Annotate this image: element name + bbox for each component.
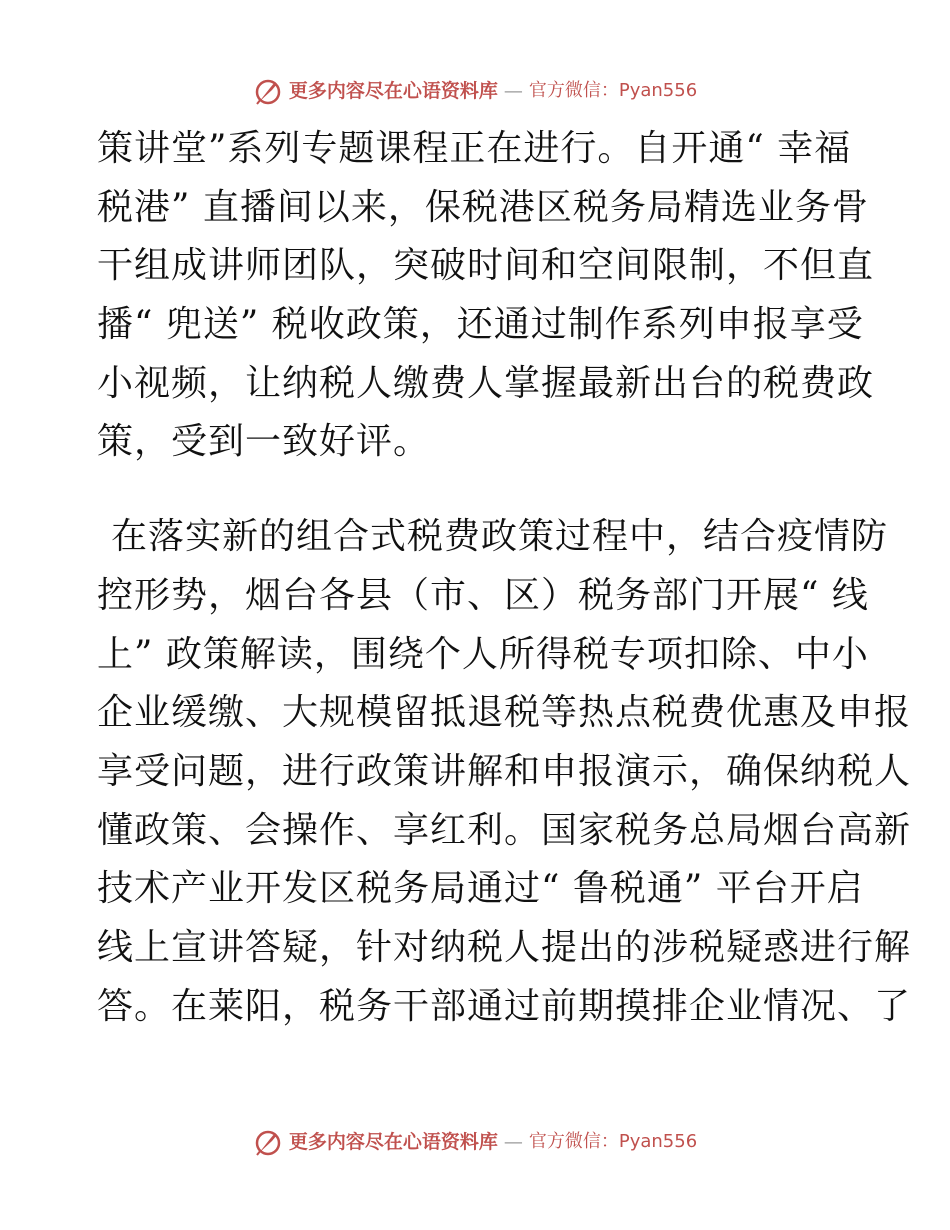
watermark-contact-text: 官方微信：Pyan556 [528,80,698,101]
text-line: 播“ 兜送” 税收政策，还通过制作系列申报享受 [97,304,864,346]
text-line: 技术产业开发区税务局通过“ 鲁税通” 平台开启 [97,868,864,910]
watermark-contact-text: 官方微信：Pyan556 [528,1131,698,1152]
quill-pen-icon [253,1127,283,1157]
text-line: 在落实新的组合式税费政策过程中，结合疫情防 [111,516,889,558]
paragraph-1 [97,120,875,472]
text-line: 享受问题，进行政策讲解和申报演示，确保纳税人 [97,750,912,792]
footer-watermark [0,1127,950,1157]
text-line: 干组成讲师团队，突破时间和空间限制，不但直 [97,245,875,287]
text-line: 线上宣讲答疑，针对纳税人提出的涉税疑惑进行解 [97,926,912,968]
watermark-separator: — [503,80,523,102]
text-line: 策讲堂”系列专题课程正在进行。自开通“ 幸福 [97,128,852,169]
watermark-separator: — [503,1131,523,1153]
text-line: 懂政策、会操作、享红利。国家税务总局烟台高新 [97,809,912,851]
text-line: 上” 政策解读，围绕个人所得税专项扣除、中小 [97,633,869,675]
text-line: 策，受到一致好评。 [97,421,431,463]
watermark-brand-text: 更多内容尽在心语资料库 [288,1131,498,1153]
document-body [97,120,912,1036]
header-watermark [0,76,950,106]
watermark-brand-text: 更多内容尽在心语资料库 [288,80,498,102]
quill-pen-icon [253,76,283,106]
text-line: 小视频，让纳税人缴费人掌握最新出台的税费政 [97,362,875,404]
paragraph-2 [97,508,912,1036]
text-line: 企业缓缴、大规模留抵退税等热点税费优惠及申报 [97,692,912,734]
paragraph-spacer [97,472,857,508]
text-line: 答。在莱阳，税务干部通过前期摸排企业情况、了 [97,985,912,1027]
text-line: 税港” 直播间以来，保税港区税务局精选业务骨 [97,186,869,228]
text-line: 控形势，烟台各县（市、区）税务部门开展“ 线 [97,574,869,616]
